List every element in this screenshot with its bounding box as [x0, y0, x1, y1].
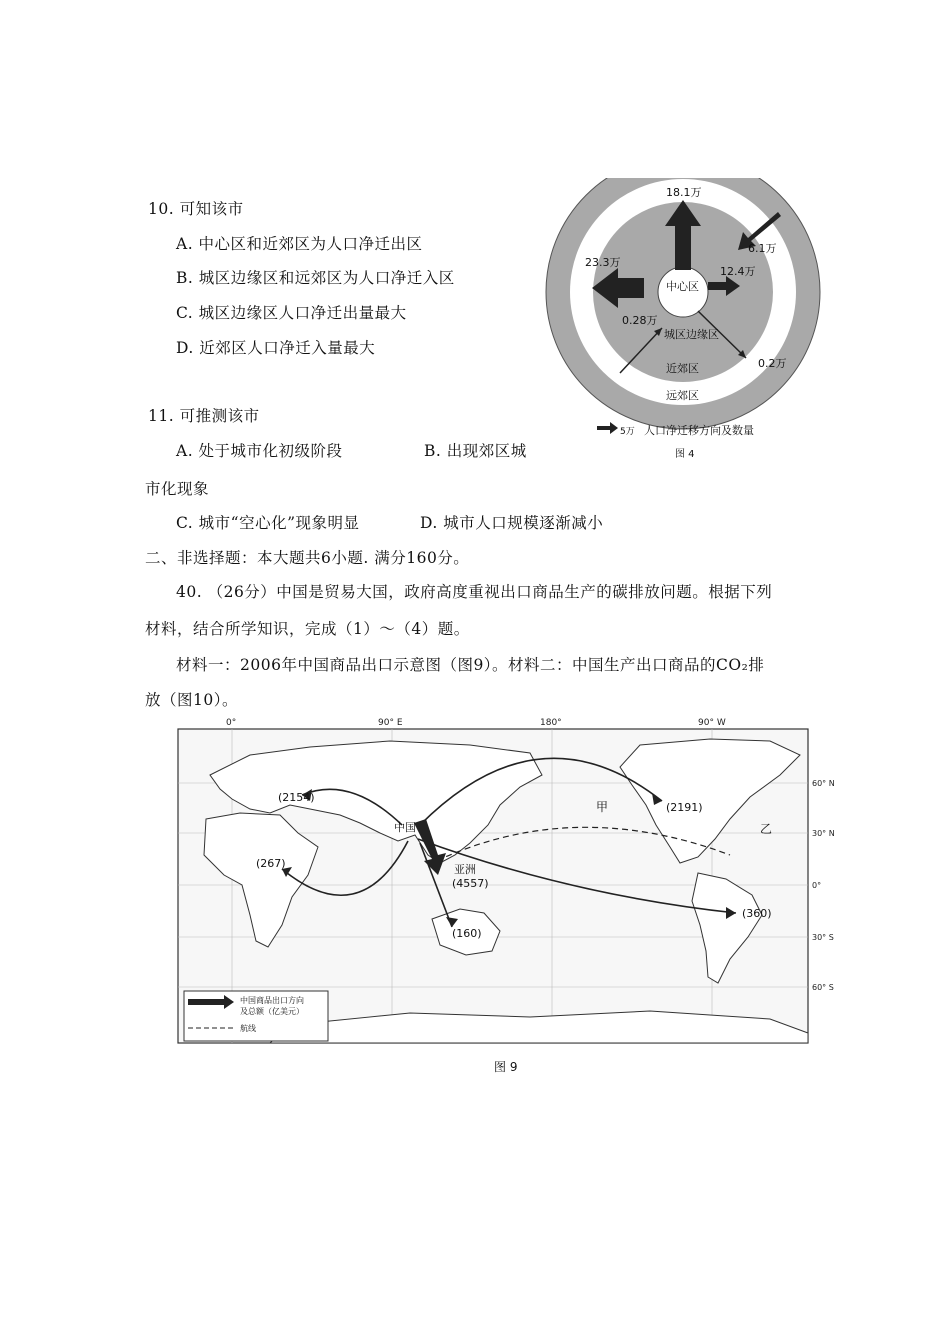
figure-4	[540, 178, 830, 468]
label-china: 中国	[394, 821, 416, 834]
q10-option-c: C. 城区边缘区人口净迁出量最大	[176, 304, 407, 322]
value-north-america: (2191)	[666, 801, 703, 814]
zone-near-suburb: 近郊区	[666, 362, 699, 375]
lat-label-60s: 60° S	[812, 983, 834, 992]
q10-option-b: B. 城区边缘区和远郊区为人口净迁入区	[176, 269, 455, 287]
label-23-3: 23.3万	[585, 256, 621, 269]
label-0-28: 0.28万	[622, 314, 658, 327]
q40-line3: 材料一：2006年中国商品出口示意图（图9）。材料二：中国生产出口商品的CO₂排	[176, 656, 765, 674]
lat-label-0: 0°	[812, 881, 822, 890]
q10-stem: 10. 可知该市	[148, 200, 244, 218]
q40-line2: 材料，结合所学知识，完成（1）～（4）题。	[145, 620, 470, 638]
legend-export-2: 及总额（亿美元）	[240, 1007, 304, 1016]
figure-9-caption: 图 9	[494, 1060, 518, 1074]
section-2-heading: 二、非选择题：本大题共6小题. 满分160分。	[145, 549, 470, 567]
q11-option-a: A. 处于城市化初级阶段	[176, 442, 343, 460]
value-asia: (4557)	[452, 877, 489, 890]
lon-label-90w: 90° W	[698, 718, 726, 728]
legend-text: 人口净迁移方向及数量	[644, 424, 754, 437]
zone-center: 中心区	[666, 280, 699, 293]
value-oceania: (160)	[452, 927, 482, 940]
label-6-1: 6.1万	[748, 242, 777, 255]
zone-urban-edge: 城区边缘区	[664, 328, 719, 341]
lat-label-30s: 30° S	[812, 933, 834, 942]
value-europe: (2154)	[278, 791, 315, 804]
lon-label-0: 0°	[226, 718, 237, 728]
q11-option-c: C. 城市“空心化”现象明显	[176, 514, 360, 532]
label-18-1: 18.1万	[666, 186, 702, 199]
q10-option-d: D. 近郊区人口净迁入量最大	[176, 339, 376, 357]
legend-route: 航线	[240, 1024, 256, 1033]
q11-option-b-cont: 市化现象	[145, 480, 210, 498]
legend-scale: 5万	[620, 427, 635, 437]
figure-9	[170, 715, 845, 1085]
label-jia: 甲	[596, 800, 609, 814]
q10-option-a: A. 中心区和近郊区为人口净迁出区	[176, 235, 423, 253]
label-asia: 亚洲	[454, 863, 476, 876]
q11-option-d: D. 城市人口规模逐渐减小	[420, 514, 604, 532]
label-yi: 乙	[760, 822, 773, 836]
label-0-2: 0.2万	[758, 357, 787, 370]
lat-label-60n: 60° N	[812, 779, 835, 788]
lon-label-90e: 90° E	[378, 718, 403, 728]
q40-line4: 放（图10）。	[145, 691, 238, 709]
label-12-4: 12.4万	[720, 265, 756, 278]
legend-export-1: 中国商品出口方向	[240, 996, 304, 1005]
q11-stem: 11. 可推测该市	[148, 407, 260, 425]
q11-option-b: B. 出现郊区城	[424, 442, 527, 460]
value-south-america: (360)	[742, 907, 772, 920]
value-africa: (267)	[256, 857, 286, 870]
figure-4-caption: 图 4	[675, 449, 695, 460]
q40-line1: 40. （26分）中国是贸易大国，政府高度重视出口商品生产的碳排放问题。根据下列	[176, 583, 773, 601]
legend-arrow	[597, 422, 618, 434]
zone-far-suburb: 远郊区	[666, 389, 699, 402]
lon-label-180: 180°	[540, 718, 562, 728]
lat-label-30n: 30° N	[812, 829, 835, 838]
